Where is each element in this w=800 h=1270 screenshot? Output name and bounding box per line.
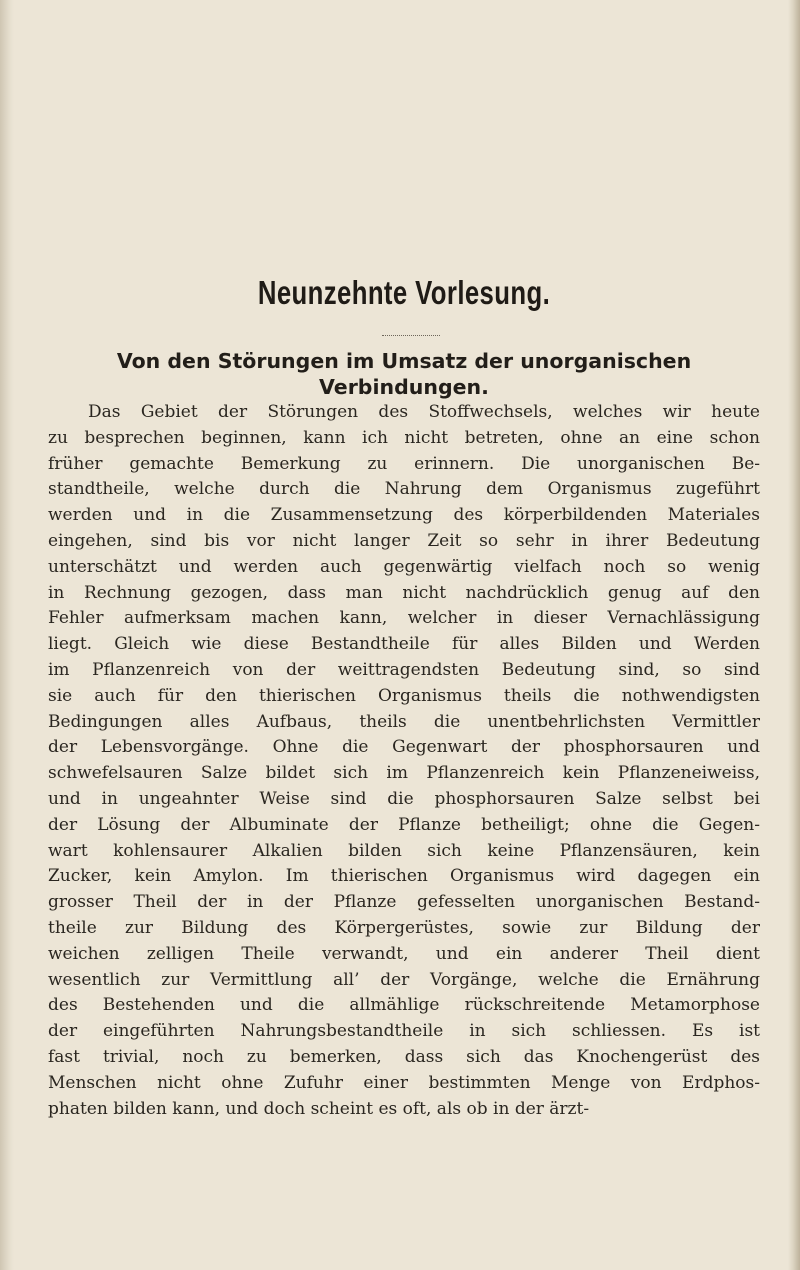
text-line: theile zur Bildung des Körpergerüstes, sowie zur Bildung der	[48, 917, 760, 938]
page-edge-shadow-left	[0, 0, 14, 1270]
text-line: und in ungeahnter Weise sind die phosphorsauren Salze selbst bei	[48, 788, 760, 809]
text-line: der eingeführten Nahrungsbestandtheile in sich schliessen. Es ist	[48, 1021, 760, 1042]
text-line: grosser Theil der in der Pflanze gefesselten unorganischen Bestand-	[48, 892, 760, 913]
title-divider-rule	[382, 335, 440, 336]
text-line: liegt. Gleich wie diese Bestandtheile für alles Bilden und Werden	[48, 634, 760, 655]
text-line: unterschätzt und werden auch gegenwärtig vielfach noch so wenig	[48, 556, 760, 577]
book-page	[48, 0, 760, 1270]
chapter-title: Neunzehnte Vorlesung.	[257, 274, 551, 311]
text-line: Fehler aufmerksam machen kann, welcher in dieser Vernachlässigung	[48, 608, 760, 629]
text-line: des Bestehenden und die allmählige rückschreitende Metamorphose	[48, 995, 760, 1016]
text-line: standtheile, welche durch die Nahrung dem Organismus zugeführt	[48, 479, 760, 500]
page-edge-shadow-right	[788, 0, 800, 1270]
text-line: Bedingungen alles Aufbaus, theils die unentbehrlichsten Vermittler	[48, 711, 760, 732]
text-line: zu besprechen beginnen, kann ich nicht betreten, ohne an eine schon	[48, 427, 760, 448]
text-line: der Lebensvorgänge. Ohne die Gegenwart der phosphorsauren und	[48, 737, 760, 758]
text-line: phaten bilden kann, und doch scheint es oft, als ob in der ärzt-	[48, 1098, 590, 1119]
text-line: der Lösung der Albuminate der Pflanze betheiligt; ohne die Gegen-	[48, 814, 760, 835]
text-line: weichen zelligen Theile verwandt, und ein anderer Theil dient	[48, 943, 760, 964]
text-line: Zucker, kein Amylon. Im thierischen Organismus wird dagegen ein	[48, 866, 760, 887]
text-line: in Rechnung gezogen, dass man nicht nachdrücklich genug auf den	[48, 582, 760, 603]
text-line: im Pflanzenreich von der weittragendsten Bedeutung sind, so sind	[48, 659, 760, 680]
body-paragraph	[48, 400, 760, 1122]
text-line: werden und in die Zusammensetzung des körperbildenden Materiales	[48, 505, 760, 526]
text-line: eingehen, sind bis vor nicht langer Zeit so sehr in ihrer Bedeutung	[48, 530, 760, 551]
text-line: Menschen nicht ohne Zufuhr einer bestimmten Menge von Erdphos-	[48, 1072, 760, 1093]
text-line: wart kohlensaurer Alkalien bilden sich keine Pflanzensäuren, kein	[48, 840, 760, 861]
section-heading-line-2: Verbindungen.	[319, 375, 489, 399]
section-heading	[48, 348, 760, 400]
text-line: sie auch für den thierischen Organismus theils die nothwendigsten	[48, 685, 760, 706]
text-line: fast trivial, noch zu bemerken, dass sich das Knochengerüst des	[48, 1046, 760, 1067]
text-line: wesentlich zur Vermittlung all’ der Vorgänge, welche die Ernährung	[48, 969, 760, 990]
section-heading-line-1: Von den Störungen im Umsatz der unorganischen	[116, 349, 692, 373]
text-line: früher gemachte Bemerkung zu erinnern. Die unorganischen Be-	[48, 453, 760, 474]
text-line: schwefelsauren Salze bildet sich im Pflanzenreich kein Pflanzeneiweiss,	[48, 763, 760, 784]
text-line: Das Gebiet der Störungen des Stoffwechsels, welches wir heute	[88, 402, 760, 422]
